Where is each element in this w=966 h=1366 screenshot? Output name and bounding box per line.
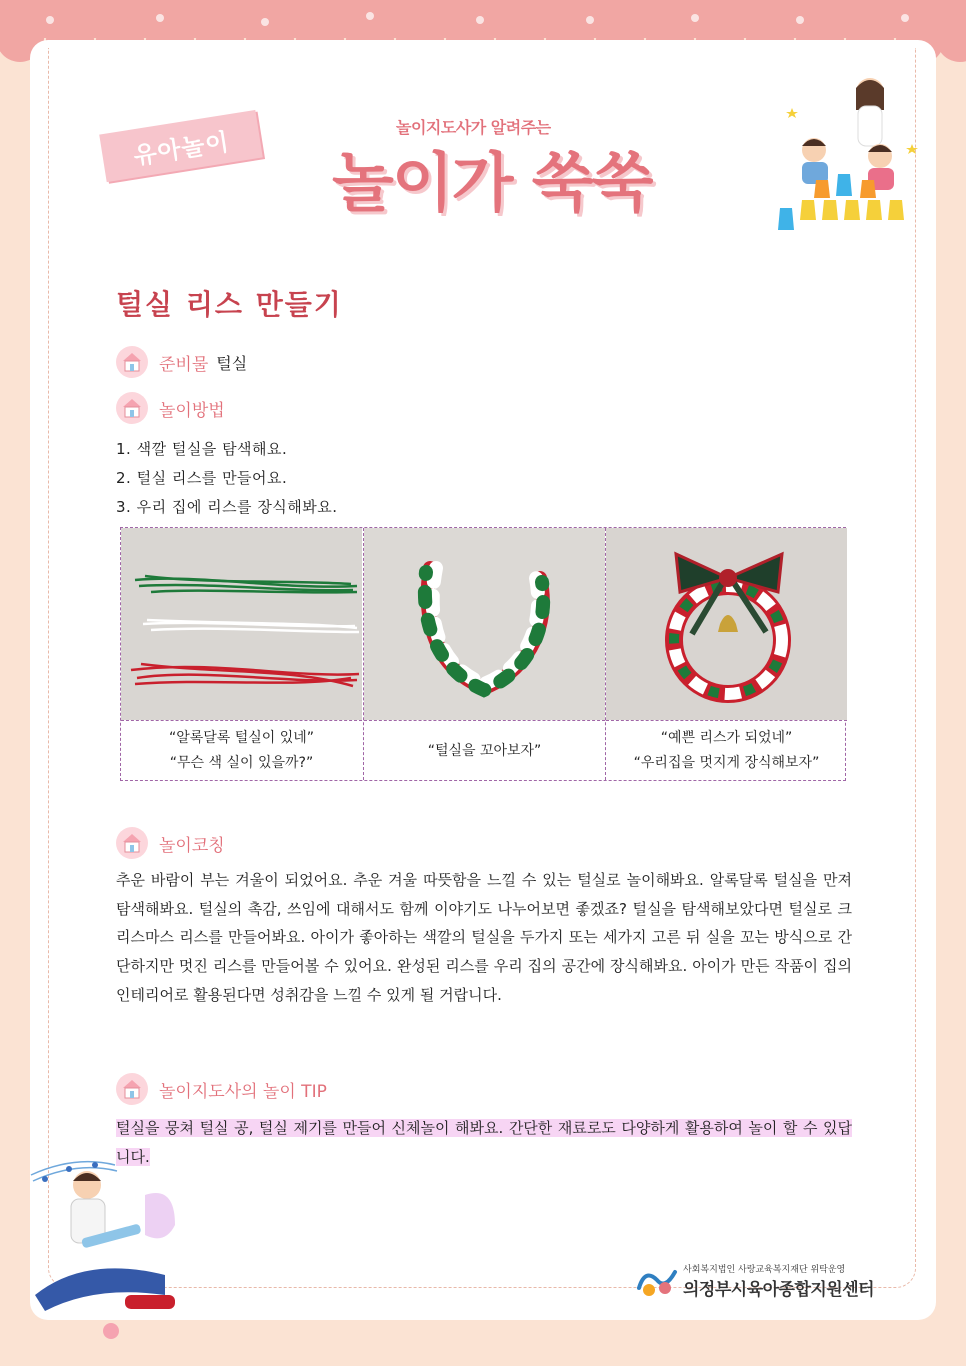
- house-icon: [116, 827, 148, 859]
- caption-line: “알록달록 털실이 있네”: [168, 730, 315, 746]
- category-tag: 유아놀이: [99, 110, 263, 182]
- tip-label: 놀이지도사의 놀이 TIP: [159, 1081, 327, 1102]
- coaching-text: 추운 바람이 부는 겨울이 되었어요. 추운 겨울 따뜻함을 느낄 수 있는 털실로 놀이해봐요. 알록달록 털실을 만져 탐색해봐요. 털실의 촉감, 쓰임에 대해서도 함께 이야기도 나누어보면 좋겠죠? 털실을 탐색해보았다면 털실로 크리스마스 리스를 만들어봐요. 아이가 좋아하는 색깔의 털실을 두가지 또는 세가지 고른 뒤 실을 꼬는 방식으로 간단하지만 멋진 리스를 만들어볼 수 있어요. 완성된 리스를 우리 집의 공간에 장식해봐요. 아이가 만든 작품이 집의 인테리어로 활용된다면 성취감을 느낄 수 있게 될 거랍니다.: [116, 871, 852, 1004]
- tip-highlight: 털실을 뭉쳐 털실 공, 털실 제기를 만들어 신체놀이 해봐요. 간단한 재료로도 다양하게 활용하여 놀이 할 수 있답니다.: [116, 1119, 852, 1166]
- photo-caption: [121, 720, 362, 781]
- center-logo-icon: [635, 1264, 679, 1298]
- caption-line: “예쁜 리스가 되었네”: [660, 730, 793, 746]
- method-steps: [116, 435, 338, 522]
- photo-cell: [605, 528, 847, 780]
- tip-text: [116, 1114, 852, 1171]
- photo-caption: [364, 720, 605, 781]
- photo-cell: [121, 528, 363, 780]
- org-name: 의정부시육아종합지원센터: [683, 1280, 875, 1300]
- photo-caption: [606, 720, 847, 781]
- house-icon: [116, 392, 148, 424]
- house-icon: [116, 1073, 148, 1105]
- coaching-section: [116, 827, 225, 859]
- step-item: 3. 우리 집에 리스를 장식해봐요.: [116, 498, 338, 516]
- step-item: 2. 털실 리스를 만들어요.: [116, 469, 288, 487]
- method-section: [116, 392, 225, 424]
- materials-section: [116, 346, 247, 378]
- org-subtitle: 사회복지법인 사랑교육복지재단 위탁운영: [683, 1265, 846, 1275]
- photo-table: [120, 527, 846, 781]
- coaching-label: 놀이코칭: [159, 835, 225, 856]
- photo-cell: [363, 528, 605, 780]
- tip-section: [116, 1073, 327, 1105]
- yarn-strands-photo: [121, 528, 362, 720]
- kids-playing-illustration: [772, 70, 932, 240]
- musician-illustration: [25, 1135, 195, 1345]
- materials-value: 털실: [216, 353, 248, 373]
- caption-line: “우리집을 멋지게 장식해보자”: [633, 755, 820, 771]
- step-item: 1. 색깔 털실을 탐색해요.: [116, 440, 288, 458]
- caption-line: “털실을 꼬아보자”: [427, 742, 542, 759]
- braided-yarn-photo: [364, 528, 605, 720]
- materials-label: 준비물: [159, 354, 209, 375]
- caption-line: “무슨 색 실이 있을까?”: [169, 755, 314, 771]
- yarn-wreath-photo: [606, 528, 847, 720]
- activity-title: 털실 리스 만들기: [116, 288, 343, 321]
- header-title: 놀이가 쑥쑥: [332, 147, 652, 221]
- method-label: 놀이방법: [159, 400, 225, 421]
- header-subtitle: 놀이지도사가 알려주는: [396, 118, 551, 137]
- house-icon: [116, 346, 148, 378]
- organization-logo: [635, 1262, 874, 1300]
